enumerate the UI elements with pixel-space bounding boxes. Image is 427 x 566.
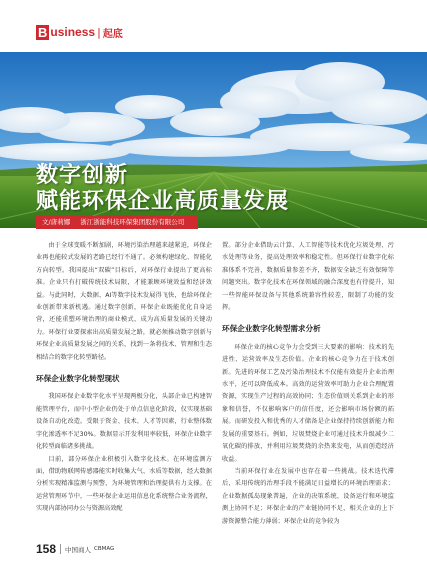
- page-footer: [36, 542, 114, 556]
- body-paragraph: 置。部分企业借助云计算、人工智能等技术优化垃圾处理、污水处理等业务，提高处理效率和稳定性。但环保行业数字化标准体系不完善，数据质量参差不齐，数据安全缺乏有效保障等问题突出。数字化技术在环保领域的融合深度也有待提升，知一些智能环保设备与其他系统兼容性较差，限制了功能的发挥。: [222, 242, 394, 312]
- author-name: 文/唐莉娜: [42, 218, 71, 226]
- author-organization: 浙江浙能科技环保集团股份有限公司: [80, 218, 185, 226]
- section-separator: |: [97, 25, 101, 39]
- body-paragraph: 目前，部分环保企业积极引入数字化技术。在环境监测方面，借助物联网传感器能实时收集大气、水质等数据，经大数据分析实现精准监测与预警，为环境管理和治理提供有力支撑。在运营管理环节中，一些环保企业运用信息化系统整合业务流程，实现内部协同办公与资源高效配: [36, 455, 212, 513]
- section-letter-badge: B: [38, 24, 48, 40]
- left-column: [36, 240, 212, 516]
- byline-banner: [36, 216, 198, 229]
- section-header: [36, 24, 123, 40]
- body-paragraph: 我国环保企业数字化水平呈现两极分化，头部企业已构建智能管理平台，而中小型企业仍处于单点信息化阶段，仅实现基础设备自动化改造。受限于资金、技术、人才等因素，行业整体数字化渗透率不足30%。数据显示开发利用率较低，环保企业数字化转型面临诸多挑战。: [36, 393, 212, 451]
- body-paragraph: 当前环保行业在发展中也存在着一些挑战。技术迭代滞后，采用传统的治理手段不能满足日益增长的环境治理需求；企业数据孤岛现象普遍，企业的决策系统、设备运行和环境监测上协同不足；环保企业的产业链协同不足，相关企业的上下游资源整合能力薄弱；环保企业的竞争较为: [222, 467, 394, 525]
- body-paragraph: 由于全球变暖不断加剧，环境污染治理越来越紧迫，环保企业再也能较式发展的老路已经行不通了。必须构建绿化、智能化方向转型。我国提出“双碳”目标后，对环保行业提出了更高标准。企业只有打破传统技术局限，才能兼顾环境效益和经济效益。与此同时，大数据、AI等数字技术发展得飞快，也给环保企业创新带来新机遇。通过数字创新，环保企业既能优化自身运营，还能重塑环境治理的商业模式，成为高质量发展的关键动力。环保行业要探索出高质量发展之路，就必须推动数字创新与环保企业高质量发展之间的关系，找到一条将技术、管理和生态相结合的数字化转型路径。: [36, 242, 212, 361]
- right-column: [222, 240, 394, 528]
- section-category: 起底: [102, 28, 123, 40]
- article-title-line-1: 数字创新: [36, 163, 129, 188]
- body-paragraph: 环保企业的核心竞争力会受到三大要素的影响：技术的先进性、运营效率及生态价值。企业的核心竞争力在于技术创新。先进的环保工艺及污染治理技术不仅能有效提升企业治理水平，还可以降低成本。高效的运营效率可助力企业合理配置资源，实现生产过程的高效协同；生态价值则关系到企业的形象和信誉，不仅影响客户的信任度，还会影响市场份额的拓展。而研发投入和优秀的人才储备是企业保持持续创新能力和发展的重要基石。例如，垃圾焚烧企业可通过技术升级减少二氧化碳的排放，并利用垃圾焚烧的余热来发电，从而创造经济收益。: [222, 343, 394, 463]
- footer-divider: [60, 544, 61, 554]
- page-number: 158: [36, 542, 57, 556]
- magazine-name-en: CBMAG: [94, 546, 115, 552]
- article-title-line-2: 赋能环保企业高质量发展: [36, 189, 290, 214]
- section-name: usiness: [50, 25, 96, 39]
- magazine-name: 中国商人: [65, 545, 92, 554]
- section-heading: 环保企业数字化转型现状: [36, 374, 120, 384]
- section-heading: 环保企业数字化转型需求分析: [222, 324, 321, 334]
